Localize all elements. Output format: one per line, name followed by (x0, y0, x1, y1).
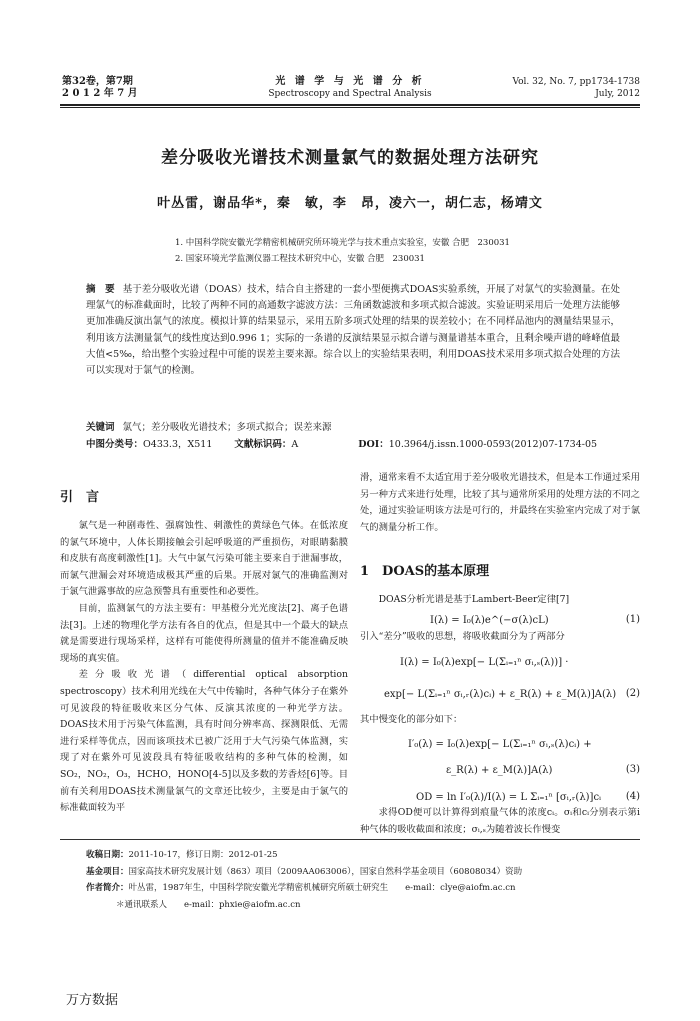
funding: 基金项目：国家高技术研究发展计划（863）项目（2009AA063006），国家自然科学基金项目（60808034）资助 (86, 866, 523, 877)
section-1-after-text: 求得OD便可以计算得到痕量气体的浓度cᵢ。σᵢ和cᵢ分别表示第i种气体的吸收截面和浓度；σᵢ,ₛ为随着波长作慢变 (360, 807, 640, 835)
clc-value: O433.3，X511 (143, 439, 213, 450)
right-intro-body (360, 470, 640, 536)
equation-1-number: (1) (625, 614, 640, 625)
doc-code-value: A (291, 439, 299, 450)
keywords-label: 关键词 (86, 422, 115, 433)
slow-part-text: 其中慢变化的部分如下： (360, 714, 463, 725)
footnote-rule (60, 839, 640, 840)
author-bio: 作者简介：叶丛雷，1987年生，中国科学院安徽光学精密机械研究所硕士研究生 e-mail：clye@aiofm.ac.cn (86, 883, 516, 893)
intro-paragraph-2: 目前，监测氯气的方法主要有：甲基橙分光光度法[2]、离子色谱法[3]。上述的物理化学方法有各自的优点，但是其中一个最大的缺点就是需要进行现场采样，这样有可能使得所测量的值并不能准确反映现场的真实值。 (60, 602, 348, 664)
section-1-after (360, 805, 640, 838)
wanfang-watermark: 万方数据 (66, 993, 119, 1008)
abstract-label: 摘 要 (86, 284, 115, 295)
intro-paragraph-1: 氯气是一种剧毒性、强腐蚀性、刺激性的黄绿色气体。在低浓度的氯气环境中，人体长期接触会引起呼吸道的严重损伤，对眼睛黏膜和皮肤有高度刺激性[1]。大气中氯气污染可能主要来自于泄漏事故，而氯气泄漏会对环境造成极其严重的后果。开展对氯气的准确监测对于氯气泄露事故的应急预警具有重要性和必要性。 (60, 520, 348, 598)
affiliation-2: 2. 国家环境光学监测仪器工程技术研究中心，安徽 合肥 230031 (175, 254, 425, 264)
equation-3b: ε_R(λ) + ε_M(λ)]A(λ) (446, 765, 553, 776)
author-list: 叶丛雷，谢品华*，秦 敏，李 昂，凌六一，胡仁志，杨靖文 (157, 196, 543, 211)
equation-2b: exp[− L(Σᵢ₌₁ⁿ σᵢ,ᵣ(λ)cᵢ) + ε_R(λ) + ε_M(λ)]A(λ) (384, 689, 617, 700)
header-rule (60, 104, 640, 106)
classification-line (86, 437, 620, 453)
equation-4: OD = ln I′₀(λ)/I(λ) = L Σᵢ₌₁ⁿ [σᵢ,ᵣ(λ)]cᵢ (416, 792, 602, 803)
intro-heading: 引 言 (60, 490, 100, 505)
abstract (86, 282, 620, 379)
paper-title: 差分吸收光谱技术测量氯气的数据处理方法研究 (161, 148, 539, 168)
equation-2a: I(λ) = I₀(λ)exp[− L(Σᵢ₌₁ⁿ σᵢ,ₛ(λ))] · (400, 657, 569, 668)
affiliation-1: 1. 中国科学院安徽光学精密机械研究所环境光学与技术重点实验室，安徽 合肥 230031 (175, 238, 510, 248)
lambert-beer-lead: DOAS分析光谱是基于Lambert-Beer定律[7] (378, 594, 570, 605)
section-1-lead (360, 592, 640, 609)
doc-code-label: 文献标识码： (234, 439, 292, 450)
differential-intro-text: 引入“差分”吸收的思想，将吸收截面分为了两部分 (360, 631, 565, 642)
date-en: July, 2012 (595, 89, 640, 99)
journal-name-cn: 光 谱 学 与 光 谱 分 析 (275, 76, 425, 87)
clc-label: 中图分类号： (86, 439, 144, 450)
intro-continuation: 滑，通常来看不太适宜用于差分吸收光谱技术，但是本工作通过采用另一种方式来进行处理，比较了其与通常所采用的处理方法的不同之处，通过实验证明该方法是可行的，并最终在实验室内完成了对于氯气的测量分析工作。 (360, 472, 640, 533)
intro-body (60, 518, 348, 817)
keywords (86, 420, 620, 436)
abstract-text: 基于差分吸收光谱（DOAS）技术，结合自主搭建的一套小型便携式DOAS实验系统，开展了对氯气的实验测量。在处理氯气的标准截面时，比较了两种不同的高通数字滤波方法：三角函数滤波和多项式拟合滤波。实验证明采用后一处理方法能够更加准确反演出氯气的浓度。模拟计算的结果显示，采用五阶多项式处理的结果的误差较小；在不同样品池内的测量结果显示，利用该方法测量氯气的线性度达到0.996 1；实际的一条谱的反演结果显示拟合谱与测量谱基本重合，且剩余噪声谱的峰峰值最大值<5‰，给出整个实验过程中可能的误差主要来源。综合以上的实验结果表明，利用DOAS技术采用多项式拟合处理的方法可以实现对于氯气的检测。 (86, 284, 620, 377)
footnotes (86, 847, 646, 913)
journal-issue-en (512, 76, 640, 100)
keywords-text: 氯气；差分吸收光谱技术；多项式拟合；误差来源 (122, 422, 332, 433)
header-rule-thin (60, 107, 640, 108)
volume-cn: 第32卷，第7期 (62, 76, 133, 87)
differential-intro (360, 629, 640, 646)
journal-name-en: Spectroscopy and Spectral Analysis (268, 89, 432, 99)
date-cn: 2 0 1 2 年 7 月 (62, 88, 138, 99)
equation-1: I(λ) = I₀(λ)e^(−σ(λ)cL) (430, 615, 549, 626)
equation-4-number: (4) (625, 791, 640, 802)
volume-en: Vol. 32, No. 7, pp1734-1738 (512, 77, 640, 87)
equation-3a: I′₀(λ) = I₀(λ)exp[− L(Σᵢ₌₁ⁿ σᵢ,ₛ(λ)cᵢ) + (408, 739, 592, 750)
corresponding-author: ＊通讯联系人 e-mail：phxie@aiofm.ac.cn (116, 899, 301, 910)
equation-3-number: (3) (625, 764, 640, 775)
doi-value: 10.3964/j.issn.1000-0593(2012)07-1734-05 (388, 439, 598, 450)
doi-label: DOI： (358, 439, 389, 450)
received-dates: 收稿日期：2011-10-17，修订日期：2012-01-25 (86, 850, 278, 860)
slow-part-intro (360, 712, 640, 729)
intro-paragraph-3: 差分吸收光谱（differential optical absorption spectroscopy）技术利用光线在大气中传输时，各种气体分子在紫外可见波段的特征吸收来区分气体、反演其浓度的一种光学方法。DOAS技术用于污染气体监测，具有时间分辨率高、探测限低、无需进行采样等优点，因而该项技术已被广泛用于大气污染气体监测，实现了对在紫外可见波段具有特征吸收结构的多种气体的检测，如 SO₂，NO₂，O₃，HCHO，HONO[4-5]以及多数的芳香烃[6]等。目前有关利用DOAS技术测量氯气的文章还比较少，主要是由于氯气的标准截面较为平 (60, 669, 348, 814)
equation-2-number: (2) (625, 688, 640, 699)
section-1-heading: 1 DOAS的基本原理 (360, 564, 490, 579)
